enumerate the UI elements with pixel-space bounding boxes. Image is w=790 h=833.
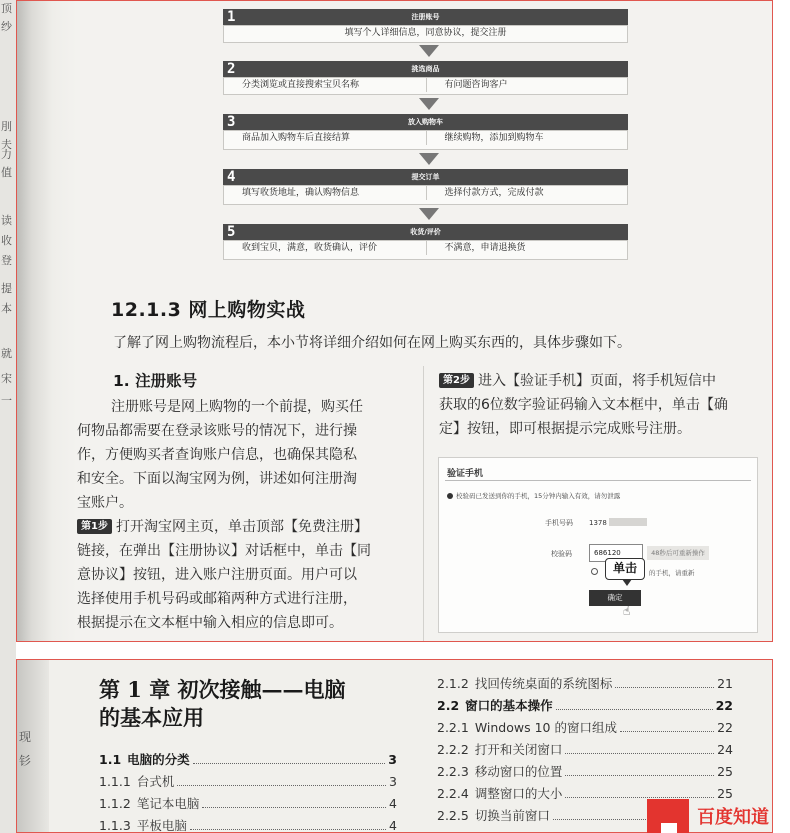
text-line: 何物品都需要在登录该账号的情况下，进行操 bbox=[77, 423, 357, 439]
strip-char: 宋 bbox=[1, 372, 12, 385]
divider bbox=[445, 480, 751, 481]
column-divider bbox=[423, 366, 424, 641]
screenshot-title: 验证手机 bbox=[447, 469, 484, 479]
toc-entry[interactable]: 2.1.2 找回传统桌面的系统图标 21 bbox=[437, 676, 733, 691]
hand-cursor-icon: ☝ bbox=[623, 604, 631, 618]
flow-step-body: 填写个人详细信息，同意协议，提交注册 bbox=[223, 25, 628, 43]
toc-entry[interactable]: 2.2.2 打开和关闭窗口 24 bbox=[437, 742, 733, 757]
toc-entry[interactable]: 2.2.1 Windows 10 的窗口组成 22 bbox=[437, 720, 733, 735]
text-line: 根据提示在文本框中输入相应的信息即可。 bbox=[77, 615, 343, 631]
flow-step-header: 5 收货/评价 bbox=[223, 224, 628, 240]
verify-phone-screenshot bbox=[438, 457, 758, 633]
arrow-down-icon bbox=[419, 45, 439, 57]
toc-entry[interactable]: 1.1.1 台式机 3 bbox=[99, 774, 397, 789]
section-heading: 12.1.3 网上购物实战 bbox=[111, 299, 306, 321]
text-line: 获取的6位数字验证码输入文本框中，单击【确 bbox=[439, 397, 728, 413]
strip-char: 就 bbox=[1, 347, 12, 360]
chapter-title: 第 1 章 初次接触——电脑 bbox=[99, 677, 346, 702]
flow-step-header: 4 提交订单 bbox=[223, 169, 628, 185]
arrow-down-icon bbox=[419, 208, 439, 220]
left-paragraph bbox=[77, 395, 417, 635]
text-line: 选择使用手机号码或邮箱两种方式进行注册， bbox=[77, 591, 357, 607]
text-line: 链接，在弹出【注册协议】对话框中，单击【同 bbox=[77, 543, 371, 559]
page-spine-shadow bbox=[17, 1, 77, 641]
text-line: 意协议】按钮，进入账户注册页面。用户可以 bbox=[77, 567, 357, 583]
toc-entry[interactable]: 2.2.4 调整窗口的大小 25 bbox=[437, 786, 733, 801]
hint-text: 的手机，请重新 bbox=[649, 569, 695, 577]
right-paragraph bbox=[439, 369, 769, 441]
book-page-top bbox=[16, 0, 773, 642]
notice-text: 校验码已发送到你的手机，15分钟内输入有效，请勿泄露 bbox=[447, 491, 620, 500]
strip-char: 提 bbox=[1, 282, 12, 295]
toc-entry[interactable]: 2.2.3 移动窗口的位置 25 bbox=[437, 764, 733, 779]
strip-char: 钐 bbox=[19, 754, 32, 768]
strip-char: 登 bbox=[1, 254, 12, 267]
strip-char: 现 bbox=[19, 730, 32, 744]
toc-entry[interactable]: 1.1.2 笔记本电脑 4 bbox=[99, 796, 397, 811]
shopping-flowchart bbox=[223, 1, 628, 266]
step-badge: 第2步 bbox=[439, 373, 474, 388]
toc-entry[interactable]: 1.1.3 平板电脑 4 bbox=[99, 818, 397, 833]
phone-value: 1378 bbox=[589, 518, 647, 527]
flow-step-header: 2 挑选商品 bbox=[223, 61, 628, 77]
text-line: 和安全。下面以淘宝网为例，讲述如何注册淘 bbox=[77, 471, 357, 487]
click-callout: 单击 bbox=[605, 558, 645, 580]
strip-char: 本 bbox=[1, 302, 12, 315]
step1-line: 第1步 打开淘宝网主页，单击顶部【免费注册】 bbox=[77, 515, 417, 539]
sub-heading: 1. 注册账号 bbox=[113, 372, 198, 390]
left-page-strip bbox=[0, 0, 16, 833]
resend-button[interactable]: 48秒后可重新操作 bbox=[647, 546, 709, 560]
toc-entry[interactable]: 1.1 电脑的分类 3 bbox=[99, 752, 397, 767]
strip-char: 顶 bbox=[1, 2, 12, 15]
watermark-text: 百度知道 bbox=[697, 807, 769, 828]
strip-char: 刖夫 bbox=[1, 120, 12, 151]
code-label: 校验码 bbox=[551, 550, 572, 558]
confirm-button[interactable]: 确定 bbox=[589, 590, 641, 606]
toc-entry[interactable]: 2.2 窗口的基本操作 22 bbox=[437, 698, 733, 713]
flow-step-body: 收到宝贝，满意，收货确认，评价 不满意，申请退换货 bbox=[223, 240, 628, 260]
phone-label: 手机号码 bbox=[545, 519, 573, 527]
flow-step-body: 填写收货地址，确认购物信息 选择付款方式，完成付款 bbox=[223, 185, 628, 205]
flow-step-body: 商品加入购物车后直接结算 继续购物，添加到购物车 bbox=[223, 130, 628, 150]
strip-char: 力值 bbox=[1, 148, 12, 179]
strip-char: 纱 bbox=[1, 20, 12, 33]
text-line: 宝账户。 bbox=[77, 495, 133, 511]
watermark-logo-icon bbox=[647, 799, 689, 833]
flow-step-header: 3 放入购物车 bbox=[223, 114, 628, 130]
section-intro: 了解了网上购物流程后，本小节将详细介绍如何在网上购买东西的，具体步骤如下。 bbox=[113, 335, 631, 351]
chapter-title: 的基本应用 bbox=[99, 705, 204, 730]
arrow-down-icon bbox=[419, 98, 439, 110]
toc-entry[interactable]: 2.2.5 切换当前窗口 bbox=[437, 806, 667, 824]
code-input[interactable]: 686120 bbox=[589, 544, 643, 562]
text-line: 作，方便购买者查询账户信息，也确保其隐私 bbox=[77, 447, 357, 463]
text-line: 注册账号是网上购物的一个前提，购买任 bbox=[111, 399, 363, 415]
flow-step-body: 分类浏览或直接搜索宝贝名称 有问题咨询客户 bbox=[223, 77, 628, 95]
text-line: 定】按钮，即可根据提示完成账号注册。 bbox=[439, 421, 691, 437]
strip-char: 一 bbox=[1, 394, 12, 407]
strip-char: 收 bbox=[1, 234, 12, 247]
baidu-zhidao-watermark bbox=[645, 797, 790, 833]
strip-char: 读 bbox=[1, 214, 12, 227]
arrow-down-icon bbox=[419, 153, 439, 165]
flow-step-header: 1 注册账号 bbox=[223, 9, 628, 25]
info-icon bbox=[447, 493, 453, 499]
step2-line: 第2步 进入【验证手机】页面，将手机短信中 bbox=[439, 369, 769, 393]
step-badge: 第1步 bbox=[77, 519, 112, 534]
radio-icon[interactable] bbox=[591, 568, 598, 575]
